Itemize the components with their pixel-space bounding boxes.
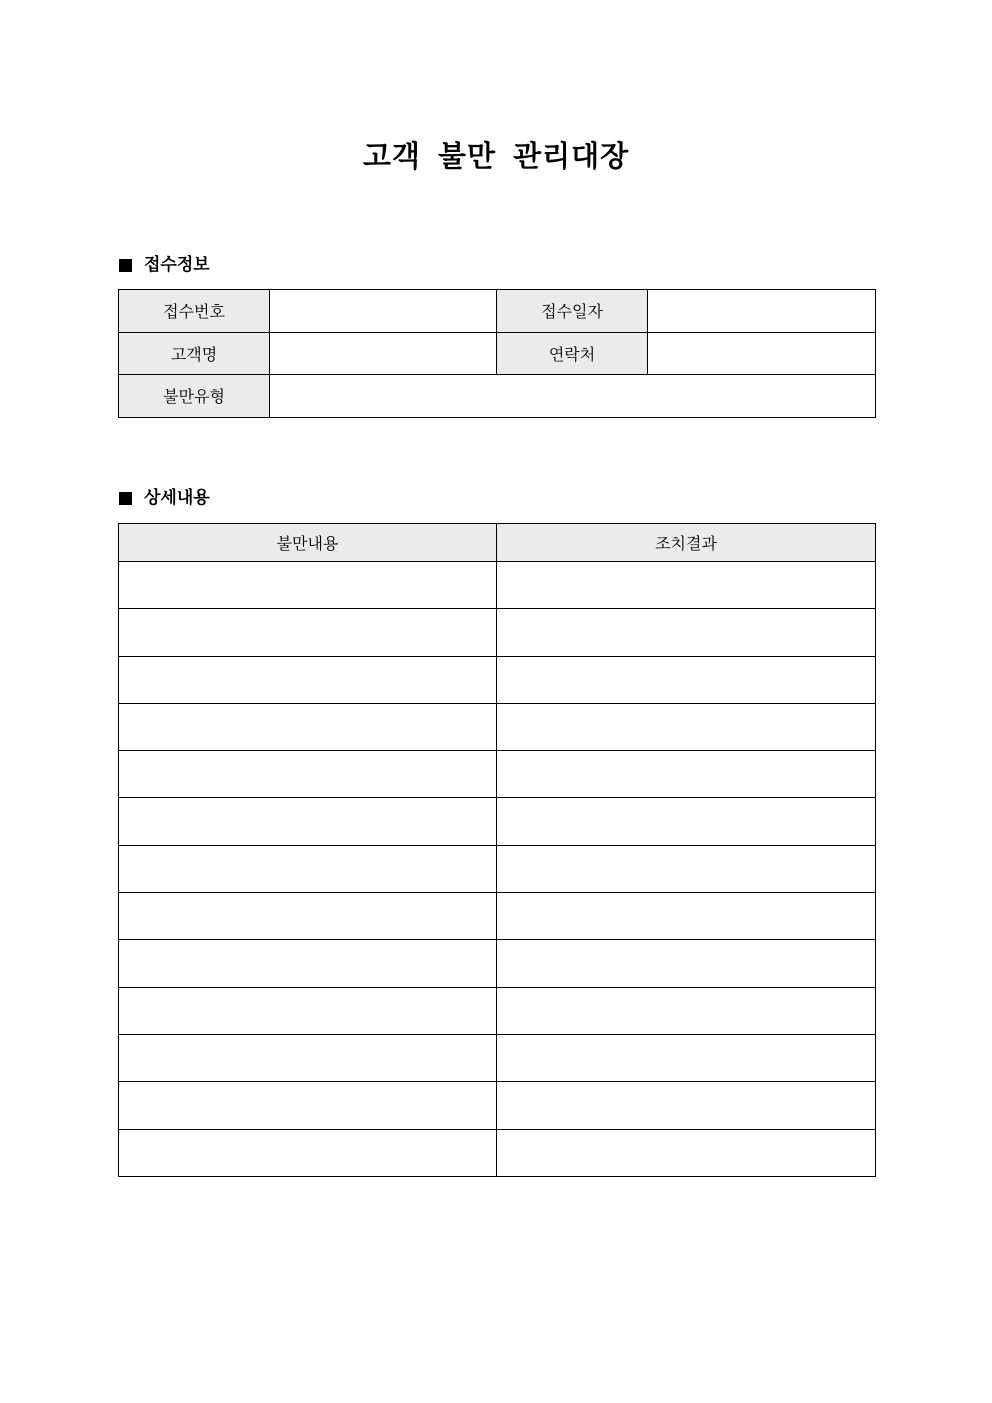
square-bullet-icon <box>119 259 132 272</box>
details-table <box>118 523 876 1177</box>
receipt-number-field[interactable] <box>270 290 497 333</box>
section-heading-reception <box>119 253 210 277</box>
section-heading-details <box>119 486 210 510</box>
table-row <box>119 1129 876 1176</box>
table-header-row <box>119 524 876 562</box>
contact-label: 연락처 <box>497 332 648 375</box>
customer-name-label: 고객명 <box>119 332 270 375</box>
complaint-content-cell[interactable] <box>119 1129 497 1176</box>
action-result-cell[interactable] <box>497 1129 876 1176</box>
action-result-cell[interactable] <box>497 562 876 609</box>
table-row <box>119 290 876 333</box>
table-row <box>119 845 876 892</box>
page-title: 고객 불만 관리대장 <box>362 139 630 173</box>
action-result-cell[interactable] <box>497 656 876 703</box>
complaint-content-cell[interactable] <box>119 609 497 656</box>
contact-field[interactable] <box>648 332 876 375</box>
action-result-cell[interactable] <box>497 845 876 892</box>
complaint-content-cell[interactable] <box>119 656 497 703</box>
action-result-cell[interactable] <box>497 751 876 798</box>
square-bullet-icon <box>119 492 132 505</box>
receipt-date-field[interactable] <box>648 290 876 333</box>
complaint-type-label: 불만유형 <box>119 375 270 418</box>
action-result-cell[interactable] <box>497 1082 876 1129</box>
column-header-action-result: 조치결과 <box>497 524 876 562</box>
action-result-cell[interactable] <box>497 940 876 987</box>
table-row <box>119 703 876 750</box>
section-heading-label: 접수정보 <box>144 255 210 275</box>
complaint-content-cell[interactable] <box>119 1034 497 1081</box>
table-row <box>119 332 876 375</box>
complaint-content-cell[interactable] <box>119 798 497 845</box>
receipt-date-label: 접수일자 <box>497 290 648 333</box>
complaint-content-cell[interactable] <box>119 703 497 750</box>
table-row <box>119 893 876 940</box>
action-result-cell[interactable] <box>497 893 876 940</box>
section-heading-label: 상세내용 <box>144 488 210 508</box>
table-row <box>119 375 876 418</box>
table-row <box>119 751 876 798</box>
table-row <box>119 987 876 1034</box>
action-result-cell[interactable] <box>497 609 876 656</box>
table-row <box>119 798 876 845</box>
action-result-cell[interactable] <box>497 798 876 845</box>
customer-name-field[interactable] <box>270 332 497 375</box>
complaint-content-cell[interactable] <box>119 940 497 987</box>
action-result-cell[interactable] <box>497 987 876 1034</box>
action-result-cell[interactable] <box>497 703 876 750</box>
complaint-content-cell[interactable] <box>119 987 497 1034</box>
action-result-cell[interactable] <box>497 1034 876 1081</box>
complaint-content-cell[interactable] <box>119 751 497 798</box>
column-header-complaint-content: 불만내용 <box>119 524 497 562</box>
table-row <box>119 562 876 609</box>
reception-info-table <box>118 289 876 418</box>
complaint-content-cell[interactable] <box>119 845 497 892</box>
complaint-content-cell[interactable] <box>119 893 497 940</box>
complaint-content-cell[interactable] <box>119 562 497 609</box>
table-row <box>119 656 876 703</box>
complaint-content-cell[interactable] <box>119 1082 497 1129</box>
table-row <box>119 1034 876 1081</box>
table-row <box>119 609 876 656</box>
table-row <box>119 1082 876 1129</box>
complaint-type-field[interactable] <box>270 375 876 418</box>
receipt-number-label: 접수번호 <box>119 290 270 333</box>
table-row <box>119 940 876 987</box>
